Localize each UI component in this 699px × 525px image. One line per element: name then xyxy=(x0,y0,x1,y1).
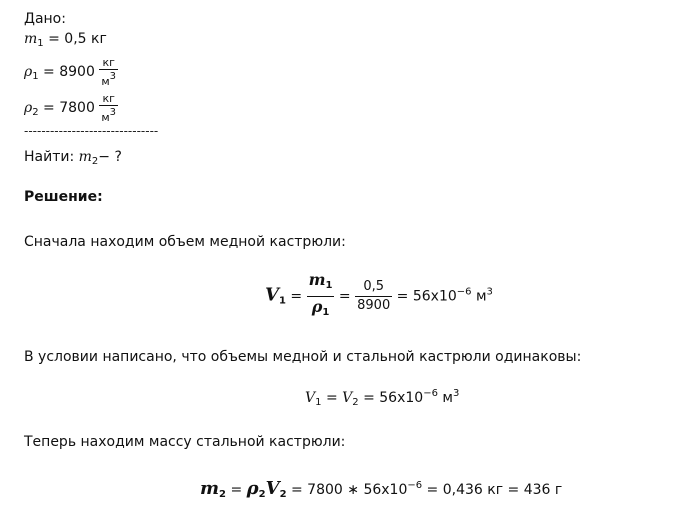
eq3-rest: = 7800 ∗ 56x10 xyxy=(286,482,408,498)
m1-value: = 0,5 кг xyxy=(43,31,107,47)
eq3-m2-sub: 2 xyxy=(219,489,227,500)
eq1-result: = 56x10 xyxy=(392,288,457,305)
eq1-lhs: V xyxy=(265,284,279,306)
rho2-subscript: 2 xyxy=(32,107,39,118)
rho1-value: = 8900 xyxy=(38,64,95,80)
eq1-fraction-numeric xyxy=(355,278,392,315)
rho2-value: = 7800 xyxy=(38,100,95,116)
find-subscript: 2 xyxy=(91,156,99,167)
rho2-unit-den: м3 xyxy=(101,107,117,124)
eq3-rho-sub: 2 xyxy=(258,489,266,500)
eq2-mid: = xyxy=(321,390,343,406)
eq2-v2-sub: 2 xyxy=(352,397,359,408)
rho2-unit-num: кг xyxy=(99,92,118,106)
m1-subscript: 1 xyxy=(37,38,44,49)
eq3-equals: = xyxy=(226,482,247,498)
given-title: Дано: xyxy=(24,11,66,27)
find-symbol: m xyxy=(78,149,92,165)
rho1-symbol: ρ xyxy=(24,64,33,80)
eq1-lhs-sub: 1 xyxy=(278,295,286,307)
eq1-equals: = xyxy=(285,288,307,305)
eq3-exp: −6 xyxy=(407,480,423,491)
separator-line: ------------------------------- xyxy=(24,124,159,138)
eq2-unit-exp: 3 xyxy=(452,388,460,399)
find-label: Найти: xyxy=(24,149,79,165)
eq3-rho: ρ xyxy=(246,478,259,499)
given-m1 xyxy=(24,30,107,53)
rho1-subscript: 1 xyxy=(32,71,39,82)
find-line xyxy=(24,148,122,171)
equation-volume1 xyxy=(265,270,493,323)
eq3-v-sub: 2 xyxy=(279,489,287,500)
eq2-v2: V xyxy=(342,390,353,406)
eq1-num: $m_1$ xyxy=(307,270,335,297)
given-rho2 xyxy=(24,92,118,124)
rho1-unit-den: м3 xyxy=(101,71,117,88)
eq1-fraction-symbolic xyxy=(307,270,335,323)
step2-text: В условии написано, что объемы медной и стальной кастрюли одинаковы: xyxy=(24,349,582,365)
eq2-unit: м xyxy=(437,390,453,406)
step1-text: Сначала находим объем медной кастрюли: xyxy=(24,234,346,250)
rho2-symbol: ρ xyxy=(24,100,33,116)
eq1-den: $\rho_1$ xyxy=(311,297,330,318)
eq2-v1: V xyxy=(305,390,316,406)
eq1-num2: 0,5 xyxy=(355,278,392,297)
step3-text: Теперь находим массу стальной кастрюли: xyxy=(24,434,346,450)
m1-symbol: m xyxy=(24,31,38,47)
rho1-unit-num: кг xyxy=(99,56,118,70)
eq1-unit-exp: 3 xyxy=(486,286,493,298)
eq3-v: V xyxy=(265,478,280,499)
eq1-exp: −6 xyxy=(456,286,472,298)
eq1-unit: м xyxy=(471,288,487,305)
eq1-den2: 8900 xyxy=(357,298,391,313)
equation-volumes-equal xyxy=(305,388,459,408)
rho2-unit xyxy=(99,92,118,124)
eq1-equals2: = xyxy=(334,288,356,305)
eq2-exp: −6 xyxy=(423,388,438,399)
eq3-m2: m xyxy=(200,478,220,499)
eq2-rest: = 56x10 xyxy=(358,390,424,406)
find-rest: − ? xyxy=(98,149,122,165)
solution-title: Решение: xyxy=(24,189,103,205)
given-rho1 xyxy=(24,56,118,88)
eq3-tail: = 0,436 кг = 436 г xyxy=(422,482,563,498)
eq2-v1-sub: 1 xyxy=(315,397,322,408)
equation-mass2 xyxy=(200,478,562,500)
rho1-unit xyxy=(99,56,118,88)
